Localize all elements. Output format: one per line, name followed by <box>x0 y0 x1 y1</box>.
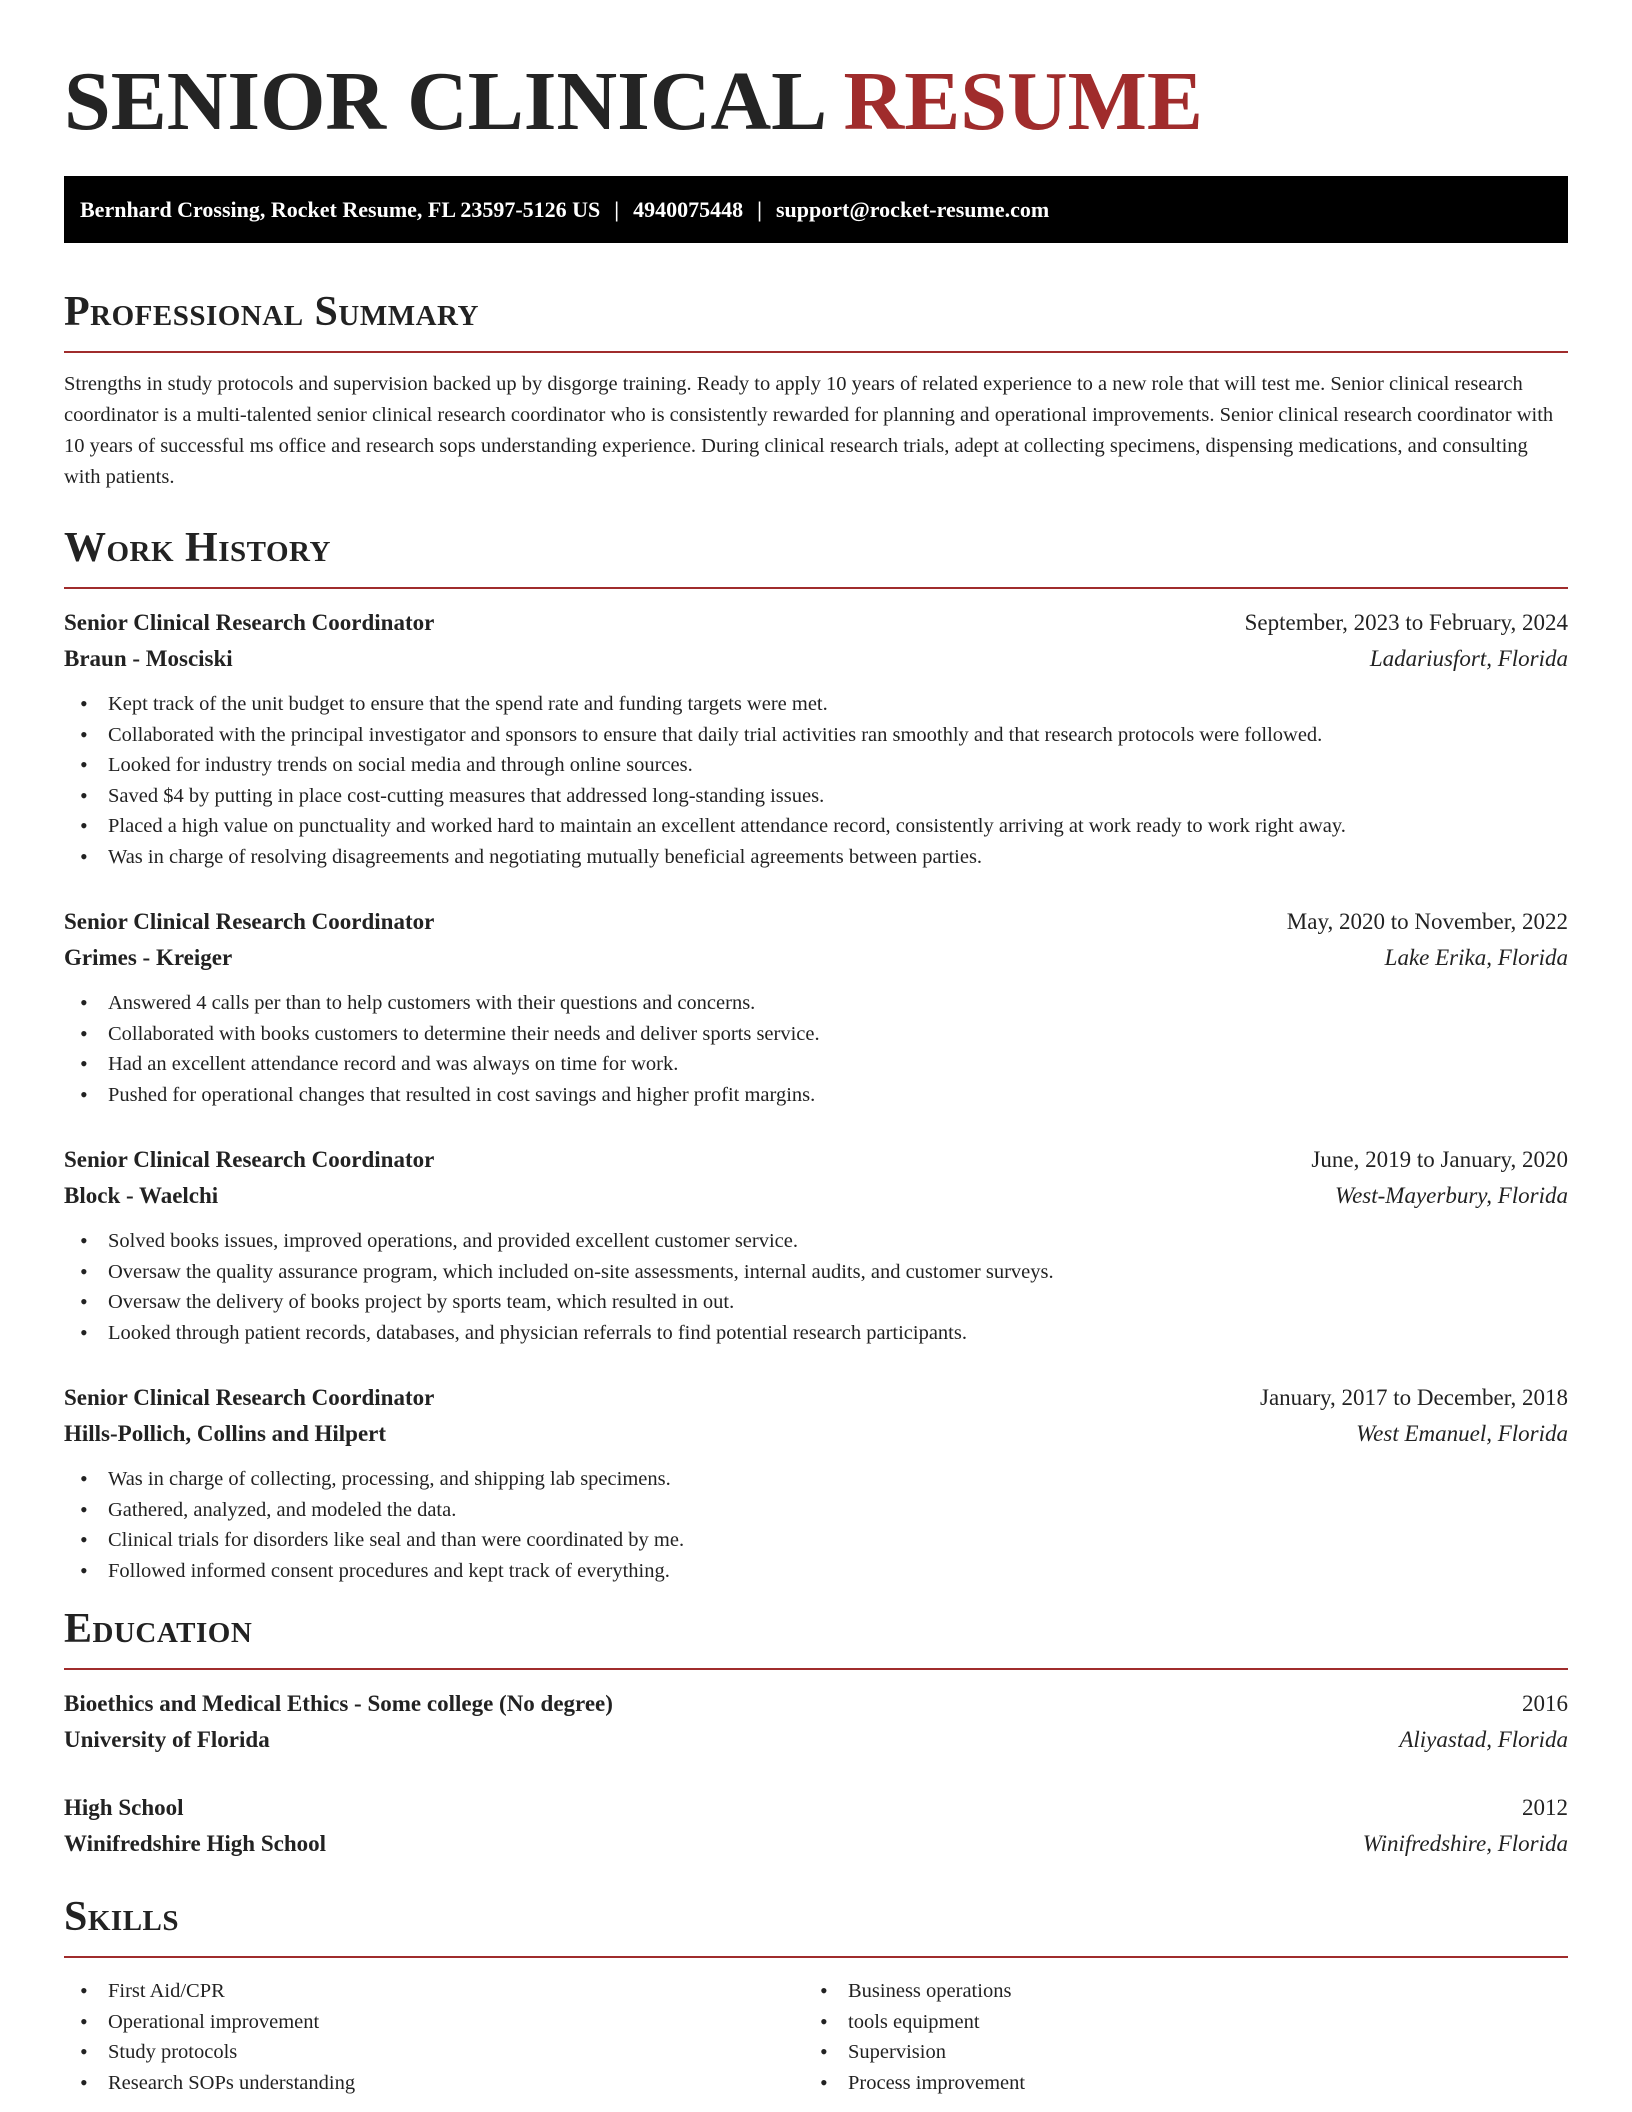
job-dates: January, 2017 to December, 2018 <box>1260 1385 1568 1410</box>
summary-heading: Professional Summary <box>64 289 479 335</box>
skills-column-right <box>804 1976 1544 2098</box>
job-entry <box>64 605 1568 872</box>
job-bullet: • Oversaw the quality assurance program, which included on-site assessments, internal audits, and customer surveys. <box>64 1257 1568 1288</box>
skills-list-right <box>804 1976 1544 2098</box>
summary-section <box>64 287 1568 493</box>
education-header-row <box>64 1686 1568 1722</box>
education-section <box>64 1604 1568 1862</box>
job-company: Hills-Pollich, Collins and Hilpert <box>64 1421 387 1446</box>
job-bullet: • Was in charge of resolving disagreements and negotiating mutually beneficial agreements between parties. <box>64 842 1568 873</box>
job-title: Senior Clinical Research Coordinator <box>64 1147 435 1172</box>
education-header-row <box>64 1790 1568 1826</box>
skill-item: • Operational improvement <box>64 2007 804 2038</box>
skills-heading: Skills <box>64 1894 180 1940</box>
education-degree: Bioethics and Medical Ethics - Some college (No degree) <box>64 1691 613 1716</box>
education-list <box>64 1686 1568 1862</box>
job-location: West Emanuel, Florida <box>1356 1421 1568 1446</box>
job-dates: May, 2020 to November, 2022 <box>1286 909 1568 934</box>
job-bullet: • Collaborated with books customers to determine their needs and deliver sports service. <box>64 1019 1568 1050</box>
job-bullet: • Gathered, analyzed, and modeled the data. <box>64 1495 1568 1526</box>
job-bullet: • Placed a high value on punctuality and worked hard to maintain an excellent attendance record, consistently arriving at work ready to work right away. <box>64 811 1568 842</box>
job-dates: June, 2019 to January, 2020 <box>1311 1147 1568 1172</box>
contact-address: Bernhard Crossing, Rocket Resume, FL 23597-5126 US <box>80 197 601 222</box>
education-year: 2012 <box>1522 1795 1568 1820</box>
job-company: Block - Waelchi <box>64 1183 219 1208</box>
section-divider <box>64 587 1568 589</box>
skill-item: • Process improvement <box>804 2068 1544 2099</box>
job-bullet: • Looked through patient records, databases, and physician referrals to find potential research participants. <box>64 1318 1568 1349</box>
job-bullet: • Solved books issues, improved operations, and provided excellent customer service. <box>64 1226 1568 1257</box>
job-bullet: • Saved $4 by putting in place cost-cutting measures that addressed long-standing issues. <box>64 781 1568 812</box>
skills-list-left <box>64 1976 804 2098</box>
title-accent: RESUME <box>843 55 1203 148</box>
job-bullets <box>64 1226 1568 1348</box>
job-company-row <box>64 641 1568 677</box>
education-school-row <box>64 1826 1568 1862</box>
education-year: 2016 <box>1522 1691 1568 1716</box>
job-header-row <box>64 904 1568 940</box>
section-divider <box>64 1956 1568 1958</box>
education-school: Winifredshire High School <box>64 1831 326 1856</box>
job-dates: September, 2023 to February, 2024 <box>1244 610 1568 635</box>
job-bullet: • Had an excellent attendance record and was always on time for work. <box>64 1049 1568 1080</box>
education-degree: High School <box>64 1795 184 1820</box>
contact-phone[interactable]: 4940075448 <box>633 197 744 222</box>
skill-item: • First Aid/CPR <box>64 1976 804 2007</box>
summary-text: Strengths in study protocols and supervision backed up by disgorge training. Ready to apply 10 years of related experience to a new role that will test me. Senior clinical research coordinator is a multi-talented senior clinical research coordinator who is consistently rewarded for planning and operational improvements. Senior clinical research coordinator with 10 years of successful ms office and research sops understanding experience. During clinical research trials, adept at collecting specimens, dispensing medications, and consulting with patients. <box>64 373 1554 488</box>
education-entry <box>64 1686 1568 1758</box>
job-company: Braun - Mosciski <box>64 646 233 671</box>
job-company-row <box>64 1416 1568 1452</box>
job-location: Ladariusfort, Florida <box>1369 646 1568 671</box>
job-bullet: • Looked for industry trends on social media and through online sources. <box>64 750 1568 781</box>
education-school: University of Florida <box>64 1727 270 1752</box>
job-header-row <box>64 1142 1568 1178</box>
skills-section <box>64 1892 1568 2098</box>
job-location: Lake Erika, Florida <box>1384 945 1568 970</box>
job-bullet: • Answered 4 calls per than to help customers with their questions and concerns. <box>64 988 1568 1019</box>
education-location: Aliyastad, Florida <box>1399 1727 1568 1752</box>
job-entry <box>64 1380 1568 1586</box>
work-history-section <box>64 523 1568 1586</box>
skills-column-left <box>64 1976 804 2098</box>
job-bullet: • Followed informed consent procedures and kept track of everything. <box>64 1556 1568 1587</box>
section-divider <box>64 1668 1568 1670</box>
job-title: Senior Clinical Research Coordinator <box>64 909 435 934</box>
job-bullet: • Kept track of the unit budget to ensure that the spend rate and funding targets were met. <box>64 689 1568 720</box>
skill-item: • Supervision <box>804 2037 1544 2068</box>
skills-columns <box>64 1976 1568 2098</box>
jobs-list <box>64 605 1568 1586</box>
job-bullets <box>64 689 1568 872</box>
skill-item: • Research SOPs understanding <box>64 2068 804 2099</box>
job-bullets <box>64 1464 1568 1586</box>
skill-item: • Study protocols <box>64 2037 804 2068</box>
resume-title <box>64 0 1568 146</box>
job-company-row <box>64 940 1568 976</box>
job-title: Senior Clinical Research Coordinator <box>64 610 435 635</box>
job-bullet: • Was in charge of collecting, processing, and shipping lab specimens. <box>64 1464 1568 1495</box>
job-bullets <box>64 988 1568 1110</box>
job-entry <box>64 1142 1568 1348</box>
contact-separator: | <box>757 197 762 222</box>
job-title: Senior Clinical Research Coordinator <box>64 1385 435 1410</box>
job-header-row <box>64 1380 1568 1416</box>
title-main: SENIOR CLINICAL <box>64 55 823 148</box>
contact-bar <box>64 176 1568 243</box>
job-bullet: • Oversaw the delivery of books project by sports team, which resulted in out. <box>64 1287 1568 1318</box>
work-history-heading: Work History <box>64 525 331 571</box>
contact-email[interactable]: support@rocket-resume.com <box>775 197 1050 222</box>
job-bullet: • Collaborated with the principal investigator and sponsors to ensure that daily trial activities ran smoothly and that research protocols were followed. <box>64 720 1568 751</box>
job-company-row <box>64 1178 1568 1214</box>
section-divider <box>64 351 1568 353</box>
education-location: Winifredshire, Florida <box>1362 1831 1568 1856</box>
job-header-row <box>64 605 1568 641</box>
job-bullet: • Clinical trials for disorders like seal and than were coordinated by me. <box>64 1525 1568 1556</box>
resume-page <box>64 0 1568 2098</box>
education-entry <box>64 1790 1568 1862</box>
contact-separator: | <box>614 197 620 222</box>
job-company: Grimes - Kreiger <box>64 945 233 970</box>
education-school-row <box>64 1722 1568 1758</box>
skill-item: • Business operations <box>804 1976 1544 2007</box>
job-bullet: • Pushed for operational changes that resulted in cost savings and higher profit margins. <box>64 1080 1568 1111</box>
skill-item: • tools equipment <box>804 2007 1544 2038</box>
job-location: West-Mayerbury, Florida <box>1335 1183 1568 1208</box>
job-entry <box>64 904 1568 1110</box>
education-heading: Education <box>64 1606 253 1652</box>
